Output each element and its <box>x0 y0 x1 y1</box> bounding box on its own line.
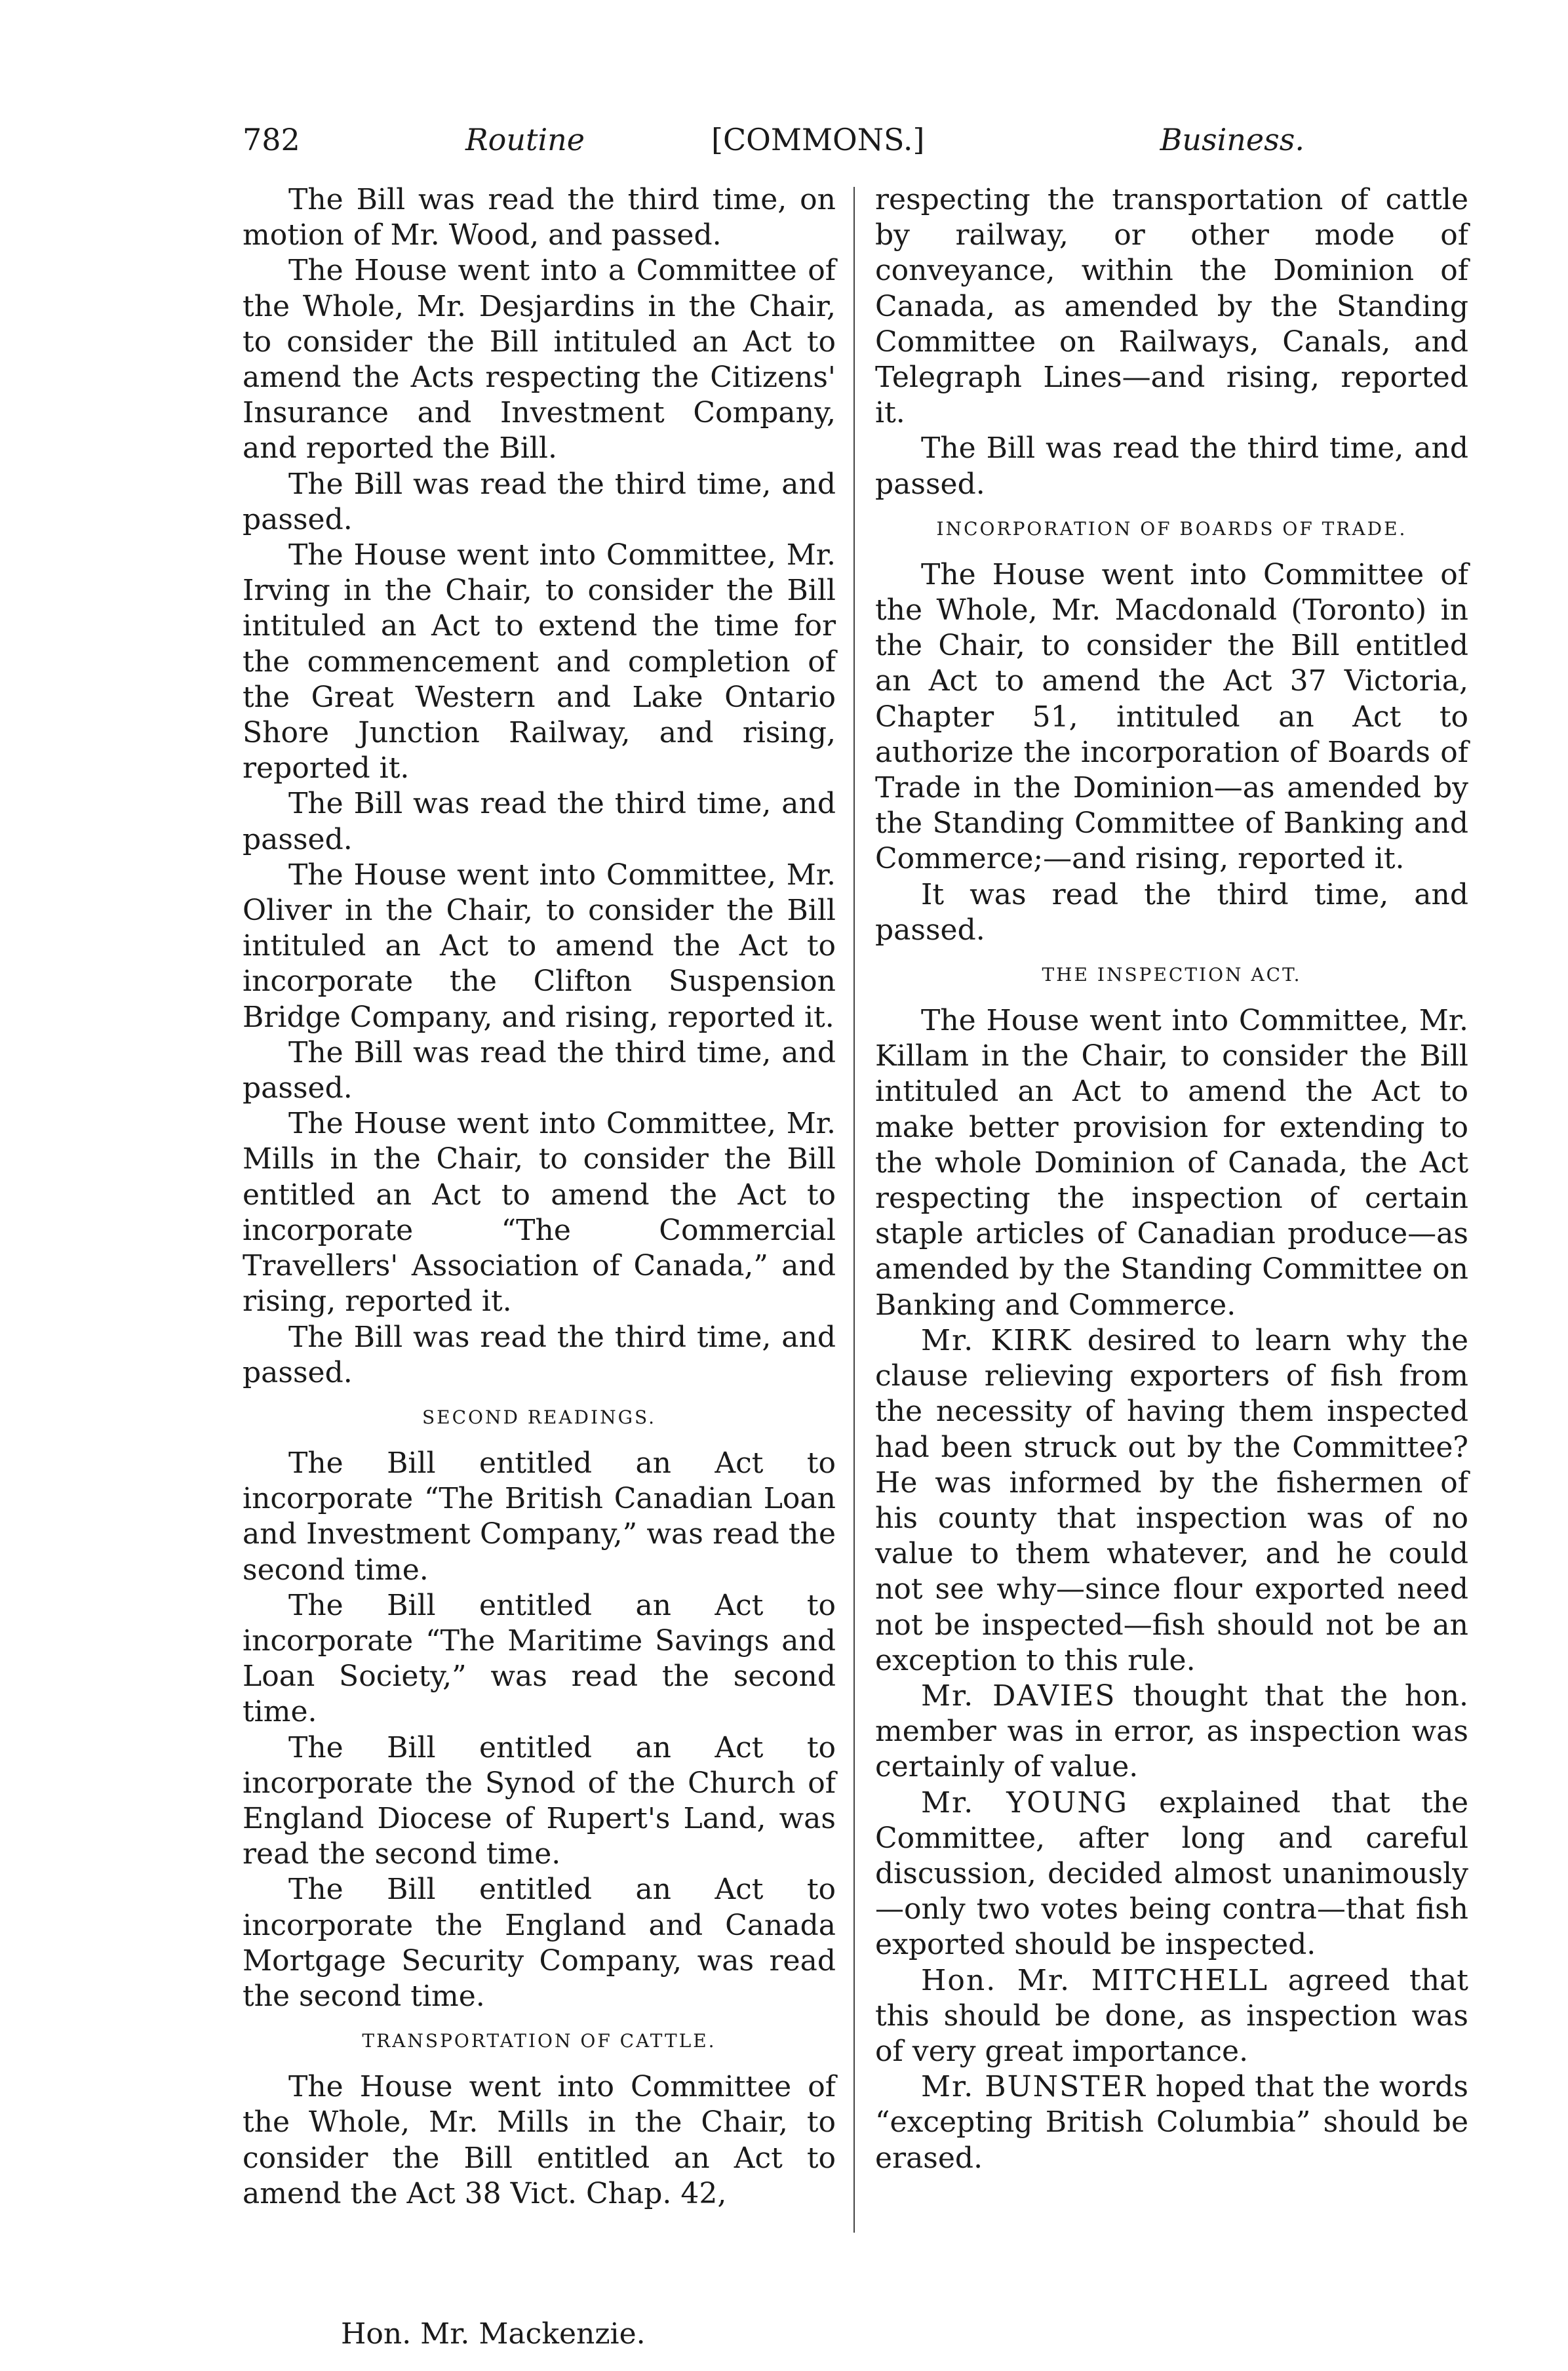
speaker-name: Mr. YOUNG <box>921 1785 1129 1820</box>
speech-text: hoped that the words “excepting British Columbia” should be erased. <box>875 2070 1468 2175</box>
speech-text: thought that the hon. member was in error, as inspection was certainly of value. <box>875 1679 1469 1784</box>
speech-paragraph <box>875 1785 1468 1963</box>
running-head <box>243 117 1304 163</box>
speech-text: agreed that this should be done, as inspection was of very great importance. <box>875 1963 1468 2068</box>
section-heading: THE INSPECTION ACT. <box>1042 964 1302 986</box>
speaker-name: Mr. BUNSTER <box>921 2070 1147 2104</box>
running-head-center: [COMMONS.] <box>711 122 925 157</box>
paragraph: The House went into Committee, Mr. Oliver in the Chair, to consider the Bill intituled an Act to amend the Act to incorporate the Clifton Suspension Bridge Company, and rising, reported it. <box>243 858 836 1034</box>
left-column <box>243 182 836 2212</box>
paragraph: The Bill entitled an Act to incorporate “The Maritime Savings and Loan Society,” was read the second time. <box>243 1588 836 1729</box>
section-heading: SECOND READINGS. <box>421 1406 657 1428</box>
paragraph: The House went into Committee of the Whole, Mr. Macdonald (Toronto) in the Chair, to consider the Bill entitled an Act to amend the Act 37 Victoria, Chapter 51, intituled an Act to authorize the incorporation of Boards of Trade in the Dominion—as amended by the Standing Committee of Banking and Commerce;—and rising, reported it. <box>875 557 1468 876</box>
speaker-name: Mr. KIRK <box>921 1323 1072 1357</box>
paragraph: The House went into Committee of the Whole, Mr. Mills in the Chair, to consider the Bill entitled an Act to amend the Act 38 Vict. Chap. 42, <box>243 2070 836 2210</box>
speech-paragraph <box>875 1963 1468 2070</box>
section-heading: TRANSPORTATION OF CATTLE. <box>362 2030 716 2052</box>
paragraph: The House went into Committee, Mr. Irving in the Chair, to consider the Bill intituled an Act to extend the time for the commencement and completion of the Great Western and Lake Ontario Shore Junction Railway, and rising, reported it. <box>243 538 836 786</box>
speech-paragraph <box>875 1679 1468 1785</box>
paragraph: The Bill entitled an Act to incorporate the England and Canada Mortgage Security Company, was read the second time. <box>243 1873 836 2013</box>
paragraph: The Bill was read the third time, and passed. <box>243 787 836 856</box>
footer-catchword: Hon. Mr. Mackenzie. <box>341 2317 646 2351</box>
speech-paragraph <box>875 1323 1468 1679</box>
running-head-right: Business. <box>1160 122 1304 157</box>
paragraph: The Bill was read the third time, on motion of Mr. Wood, and passed. <box>243 183 836 252</box>
section-heading: INCORPORATION OF BOARDS OF TRADE. <box>936 517 1407 540</box>
paragraph: The Bill entitled an Act to incorporate “The British Canadian Loan and Investment Company,” was read the second time. <box>243 1446 836 1587</box>
speaker-name: Hon. Mr. MITCHELL <box>921 1963 1269 1997</box>
paragraph: The Bill was read the third time, and passed. <box>243 1035 836 1106</box>
paragraph: The House went into a Committee of the Whole, Mr. Desjardins in the Chair, to consider the Bill intituled an Act to amend the Acts respecting the Citizens' Insurance and Investment Company, and reported the Bill. <box>243 254 836 466</box>
speech-text: explained that the Committee, after long and careful discussion, decided almost unanimously—only two votes being contra—that fish exported should be inspected. <box>875 1785 1469 1962</box>
column-divider <box>853 187 855 2233</box>
paragraph: The Bill was read the third time, and passed. <box>875 431 1468 501</box>
speaker-name: Mr. DAVIES <box>921 1679 1116 1713</box>
page-number: 782 <box>243 122 300 157</box>
paragraph: The Bill was read the third time, and passed. <box>243 1320 836 1389</box>
paragraph: It was read the third time, and passed. <box>875 877 1468 947</box>
speech-paragraph <box>875 2069 1468 2176</box>
paragraph: respecting the transportation of cattle by railway, or other mode of conveyance, within the Dominion of Canada, as amended by the Standing Committee on Railways, Canals, and Telegraph Lines—and rising, reported it. <box>875 183 1468 430</box>
paragraph: The House went into Committee, Mr. Mills in the Chair, to consider the Bill entitled an Act to amend the Act to incorporate “The Commercial Travellers' Association of Canada,” and rising, reported it. <box>243 1107 836 1319</box>
speech-text: desired to learn why the clause relieving exporters of fish from the necessity of having them inspected had been struck out by the Committee? He was informed by the fishermen of his county that inspection was of no value to them whatever, and he could not see why—since flour exported need not be inspected—fish should not be an exception to this rule. <box>875 1323 1468 1677</box>
paragraph: The Bill was read the third time, and passed. <box>243 467 836 536</box>
running-head-left: Routine <box>465 122 585 157</box>
right-column <box>875 182 1468 2176</box>
paragraph: The House went into Committee, Mr. Killam in the Chair, to consider the Bill intituled an Act to amend the Act to make better provision for extending to the whole Dominion of Canada, the Act respecting the inspection of certain staple articles of Canadian produce—as amended by the Standing Committee on Banking and Commerce. <box>875 1004 1468 1322</box>
paragraph: The Bill entitled an Act to incorporate the Synod of the Church of England Diocese of Rupert's Land, was read the second time. <box>243 1730 836 1871</box>
